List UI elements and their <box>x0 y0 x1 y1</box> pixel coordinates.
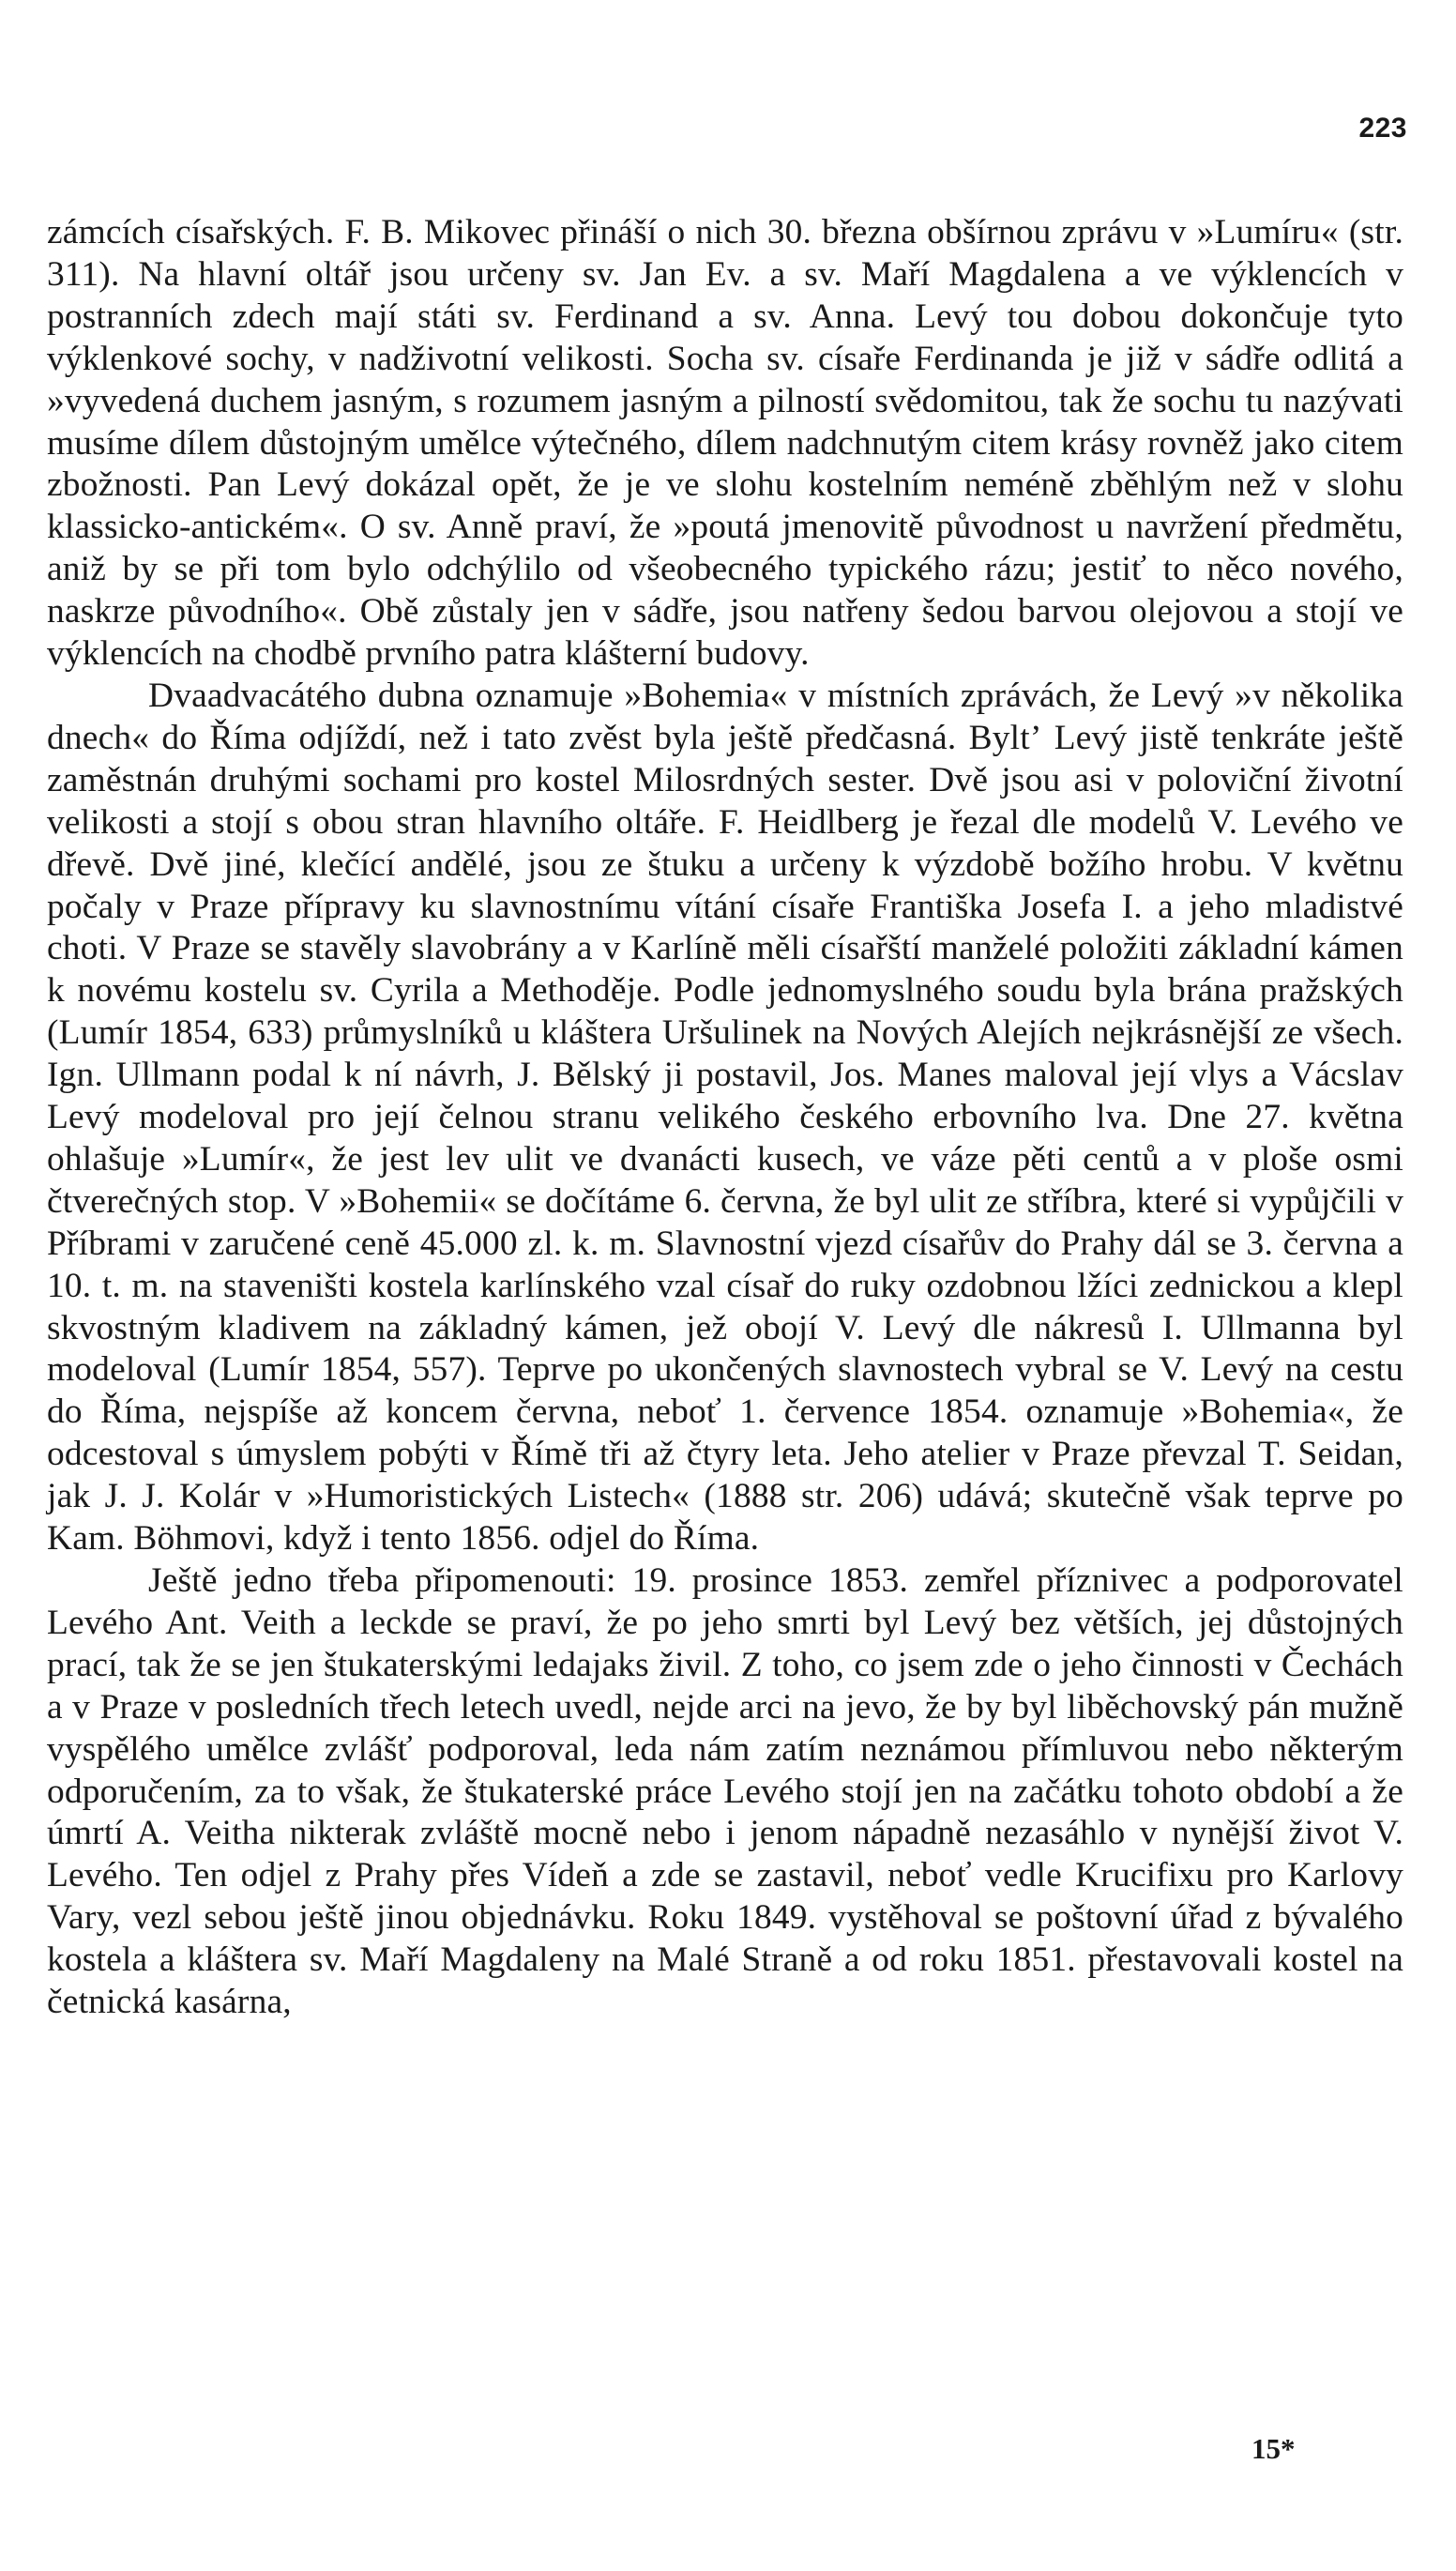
page-number: 223 <box>1358 113 1407 144</box>
signature-mark: 15* <box>1251 2432 1296 2465</box>
body-text <box>47 212 1403 2024</box>
paragraph: Dvaadvacátého dubna oznamuje »Bohemia« v místních zprávách, že Levý »v několika dnech« do Říma odjíždí, než i tato zvěst byla ještě předčasná. Byltʼ Levý jistě tenkráte ještě zaměstnán druhými sochami pro kostel Milosrdných sester. Dvě jsou asi v poloviční životní velikosti a stojí s obou stran hlavního oltáře. F. Heidlberg je řezal dle modelů V. Levého ve dřevě. Dvě jiné, klečící andělé, jsou ze štuku a určeny k výzdobě božího hrobu. V květnu počaly v Praze přípravy ku slavnostnímu vítání císaře Františka Josefa I. a jeho mladistvé choti. V Praze se stavěly slavobrány a v Karlíně měli císařští manželé položiti základní kámen k novému kostelu sv. Cyrila a Methoděje. Podle jednomyslného soudu byla brána pražských (Lumír 1854, 633) průmyslníků u kláštera Uršulinek na Nových Alejích nejkrásnější ze všech. Ign. Ullmann podal k ní návrh, J. Bělský ji postavil, Jos. Manes maloval její vlys a Vácslav Levý modeloval pro její čelnou stranu velikého českého erbovního lva. Dne 27. května ohlašuje »Lumír«, že jest lev ulit ve dvanácti kusech, ve váze pěti centů a v ploše osmi čtverečných stop. V »Bohemii« se dočítáme 6. června, že byl ulit ze stříbra, které si vypůjčili v Příbrami v zaručené ceně 45.000 zl. k. m. Slavnostní vjezd císařův do Prahy dál se 3. června a 10. t. m. na staveništi kostela karlínského vzal císař do ruky ozdobnou lžíci zednickou a klepl skvostným kladivem na základný kámen, jež obojí V. Levý dle nákresů I. Ullmanna byl modeloval (Lumír 1854, 557). Teprve po ukončených slavnostech vybral se V. Levý na cestu do Říma, nejspíše až koncem června, neboť 1. července 1854. oznamuje »Bohemia«, že odcestoval s úmyslem pobýti v Římě tři až čtyry leta. Jeho atelier v Praze převzal T. Seidan, jak J. J. Kolár v »Humoristických Listech« (1888 str. 206) udává; skutečně však teprve po Kam. Böhmovi, když i tento 1856. odjel do Říma. <box>47 676 1403 1559</box>
paragraph-continuation: zámcích císařských. F. B. Mikovec přináší o nich 30. března obšírnou zprávu v »Lumíru« (str. 311). Na hlavní oltář jsou určeny sv. Jan Ev. a sv. Maří Magdalena a ve výklencích v postranních zdech mají státi sv. Ferdinand a sv. Anna. Levý tou dobou dokončuje tyto výklenkové sochy, v nadživotní velikosti. Socha sv. císaře Ferdinanda je již v sádře odlitá a »vyvedená duchem jasným, s rozumem jasným a pilností svědomitou, tak že sochu tu nazývati musíme dílem důstojným umělce výtečného, dílem nadchnutým citem krásy rovněž jako citem zbožnosti. Pan Levý dokázal opět, že je ve slohu kostelním neméně zběhlým než v slohu klassicko-antickém«. O sv. Anně praví, že »poutá jmenovitě původnost u navržení předmětu, aniž by se při tom bylo odchýlilo od všeobecného typického rázu; jestiť to něco nového, naskrze původního«. Obě zůstaly jen v sádře, jsou natřeny šedou barvou olejovou a stojí ve výklencích na chodbě prvního patra klášterní budovy. <box>47 213 1403 674</box>
paragraph: Ještě jedno třeba připomenouti: 19. prosince 1853. zemřel příznivec a podporovatel Levého Ant. Veith a leckde se praví, že po jeho smrti byl Levý bez větších, jej důstojných prací, tak že se jen štukaterskými ledajaks živil. Z toho, co jsem zde o jeho činnosti v Čechách a v Praze v posledních třech letech uvedl, nejde arci na jevo, že by byl liběchovský pán mužně vyspělého umělce zvlášť podporoval, leda nám zatím neznámou přímluvou nebo některým odporučením, za to však, že štukaterské práce Levého stojí jen na začátku tohoto období a že úmrtí A. Veitha nikterak zvláště mocně nebo i jenom nápadně nezasáhlo v nynější život V. Levého. Ten odjel z Prahy přes Vídeň a zde se zastavil, neboť vedle Krucifixu pro Karlovy Vary, vezl sebou ještě jinou objednávku. Roku 1849. vystěhoval se poštovní úřad z bývalého kostela a kláštera sv. Maří Magdaleny na Malé Straně a od roku 1851. přestavovali kostel na četnická kasárna, <box>47 1561 1403 2022</box>
